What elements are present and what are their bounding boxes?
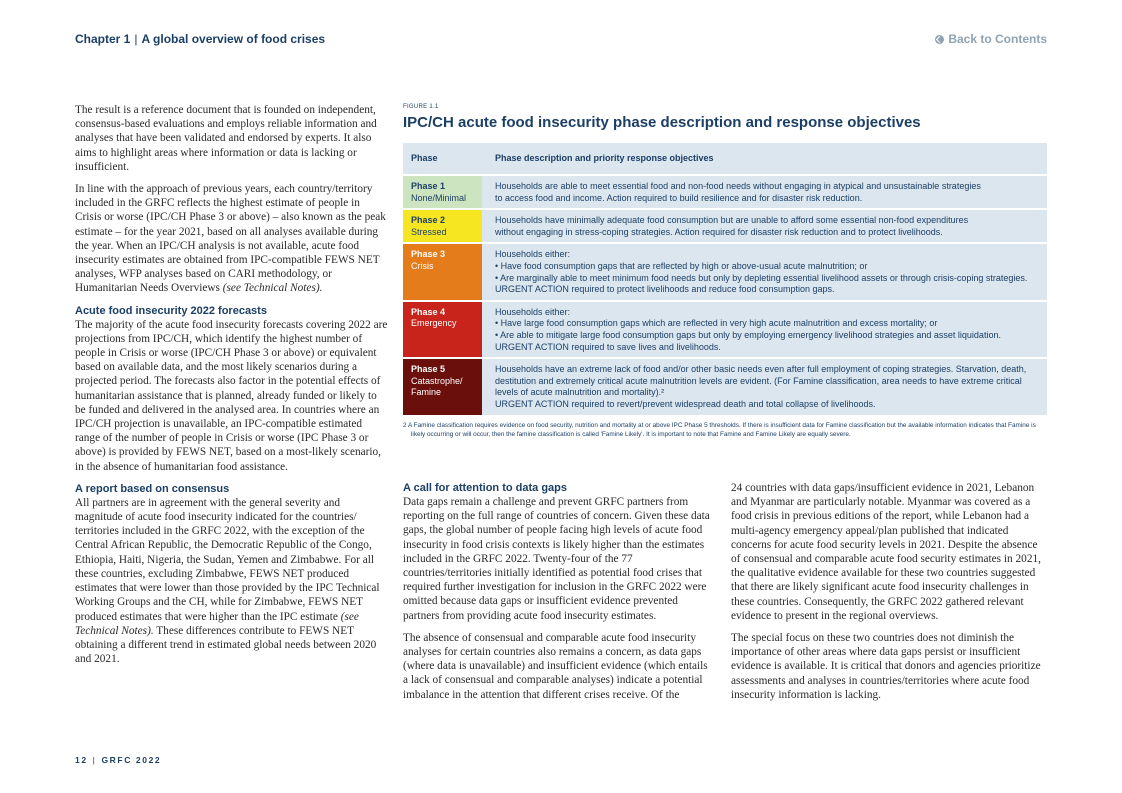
phase-label: Emergency <box>411 318 457 329</box>
phase-name: Phase 2 <box>411 215 446 226</box>
description-line: Households either: <box>495 306 571 317</box>
footer-separator: | <box>92 755 97 765</box>
description-line: to access food and income. Action required to build resilience and for disaster risk reduction. <box>495 192 863 203</box>
phase-label: Catastrophe/ Famine <box>411 375 463 398</box>
page-header <box>75 32 1047 50</box>
description-line: Households have an extreme lack of food and/or other basic needs even after full employment of coping strategies. Starvation, death, destitution and extremely critical acute malnutrition levels are evident. (For Famine classification, area needs to have extreme critical levels of acute malnutrition and mortality).² <box>495 364 1027 398</box>
chapter-separator: | <box>134 32 138 46</box>
phase-description <box>482 301 1047 358</box>
phase-label: Stressed <box>411 226 447 237</box>
technical-notes-ref: (see Technical Notes). <box>222 282 323 295</box>
description-line: without engaging in stress-coping strategies. Action required for disaster risk reduction and to protect livelihoods. <box>495 226 943 237</box>
figure-ipc-phases <box>403 104 1047 439</box>
middle-column <box>403 481 715 710</box>
figure-title: IPC/CH acute food insecurity phase description and response objectives <box>403 114 921 131</box>
section-heading: A report based on consensus <box>75 482 230 495</box>
description-line: • Have food consumption gaps that are reflected by high or above-usual acute malnutrition; or <box>495 260 868 271</box>
table-row <box>403 358 1047 415</box>
paragraph <box>75 496 389 666</box>
phase-description <box>482 243 1047 300</box>
description-line: URGENT ACTION required to protect livelihoods and reduce food consumption gaps. <box>495 284 835 295</box>
table-row <box>403 301 1047 358</box>
paragraph: 24 countries with data gaps/insufficient evidence in 2021, Lebanon and Myanmar are particularly notable. Myanmar was covered as a food crisis in previous editions of the report, while Lebanon had a multi-agency emergency appeal/plan published that indicated concerns for acute food security levels in 2021. Despite the absence of consensual and comparable acute food security estimates in 2021, the qualitative evidence available for these two countries suggested that there are likely significant acute food insecurity challenges in these countries. Consequently, the GRFC 2022 gathered relevant evidence to present in the regional overviews. <box>731 482 1041 622</box>
phase-cell <box>403 301 482 358</box>
table-row <box>403 175 1047 209</box>
phase-label: Crisis <box>411 260 434 271</box>
phase-cell <box>403 209 482 243</box>
back-link-label: Back to Contents <box>948 32 1047 46</box>
paragraph-text: In line with the approach of previous years, each country/territory included in the GRFC reflects the highest estimate of people in Crisis or worse (IPC/CH Phase 3 or above) – also known as the peak estimate – for the year 2021, based on all analyses available during the year. When an IPC/CH analysis is not available, acute food insecurity estimates are obtained from IPC-compatible FEWS NET analyses, WFP analyses based on CARI methodology, or Humanitarian Needs Overviews <box>75 183 386 295</box>
chapter-title: A global overview of food crises <box>141 32 326 46</box>
report-name: GRFC 2022 <box>101 755 162 765</box>
description-line: Households are able to meet essential food and non-food needs without engaging in atypical and unsustainable strategies <box>495 181 981 191</box>
column-header-description: Phase description and priority response objectives <box>482 143 1047 175</box>
phase-table <box>403 143 1047 417</box>
phase-name: Phase 3 <box>411 249 446 260</box>
phase-description <box>482 358 1047 415</box>
paragraph: Data gaps remain a challenge and prevent GRFC partners from reporting on the full range of countries of concern. Given these data gaps, the global number of people facing high levels of acute food insecurity in food crisis contexts is likely higher than the estimates included in the GRFC 2022. Twenty-four of the 77 countries/territories initially identified as potential food crises that required further investigation for inclusion in the GRFC 2022 were omitted because data gaps or insufficient evidence prevented partners from providing acute food insecurity estimates. <box>403 496 710 622</box>
paragraph: The majority of the acute food insecurity forecasts covering 2022 are projections from IPC/CH, which identify the highest number of people in Crisis or worse (IPC/CH Phase 3 or above) or equivalent based on available data, and the most likely scenarios during a projected period. The forecasts also factor in the potential effects of humanitarian assistance that is planned, already funded or likely to be funded and delivered in the analysed area. In countries where an IPC/CH projection is unavailable, an IPC-compatible estimated range of the number of people in Crisis or worse (IPC Phase 3 or above) is provided by FEWS NET, based on a most-likely scenario, in the absence of humanitarian food assistance. <box>75 318 388 473</box>
right-column <box>731 481 1047 710</box>
description-line: • Are able to mitigate large food consumption gaps but only by employing emergency livelihood strategies and asset liquidation. <box>495 329 1001 340</box>
phase-description <box>482 175 1047 209</box>
table-row <box>403 243 1047 300</box>
paragraph <box>75 182 389 296</box>
page-number: 12 <box>75 755 88 765</box>
description-line: Households either: <box>495 249 571 260</box>
paragraph: The result is a reference document that is founded on independent, consensus-based evaluations and employs reliable information and analyses that have been validated and endorsed by experts. It also aims to highlight areas where information or data is lacking or insufficient. <box>75 104 377 173</box>
back-to-contents-link[interactable] <box>935 32 1047 46</box>
column-header-phase: Phase <box>403 143 482 175</box>
chapter-number: Chapter 1 <box>75 32 131 46</box>
technical-notes-ref: (see Technical Notes). <box>75 610 359 637</box>
description-line: Households have minimally adequate food consumption but are unable to afford some essential non-food expenditures <box>495 215 969 226</box>
figure-footnote: 2 A Famine classification requires evidence on food security, nutrition and mortality at or above IPC Phase 5 thresholds. If there is insufficient data for Famine classification but the available information indicates that Famine is likely occurring or will occur, then the famine classification is called 'Famine Likely'. It is important to note that Famine and Famine Likely are equally severe. <box>403 421 1036 438</box>
description-line: URGENT ACTION required to save lives and livelihoods. <box>495 341 721 352</box>
table-row <box>403 209 1047 243</box>
phase-name: Phase 4 <box>411 306 446 317</box>
phase-name: Phase 1 <box>411 181 446 191</box>
paragraph: The special focus on these two countries does not diminish the importance of other areas where data gaps persist or insufficient evidence is available. It is critical that donors and agencies prioritize assessments and analyses in countries/territories where acute food insecurity information is lacking. <box>731 632 1041 701</box>
section-heading: A call for attention to data gaps <box>403 482 567 494</box>
description-line: • Are marginally able to meet minimum food needs but only by depleting essential livelihood assets or through crisis-coping strategies. <box>495 272 1028 283</box>
description-line: • Have large food consumption gaps which are reflected in very high acute malnutrition and excess mortality; or <box>495 318 938 329</box>
description-line: URGENT ACTION required to revert/prevent widespread death and total collapse of livelihoods. <box>495 398 876 409</box>
table-header-row <box>403 143 1047 175</box>
section-heading: Acute food insecurity 2022 forecasts <box>75 304 267 317</box>
phase-name: Phase 5 <box>411 364 446 375</box>
phase-cell <box>403 175 482 209</box>
page-footer <box>75 755 161 765</box>
paragraph-text: These differences contribute to FEWS NET obtaining a different trend in estimated global needs between 2020 and 2021. <box>75 624 377 666</box>
chapter-heading <box>75 32 325 46</box>
paragraph: The absence of consensual and comparable acute food insecurity analyses for certain countries also remains a concern, as data gaps (where data is unavailable) and insufficient evidence (which entails a lack of consensual and comparable analyses) indicate a potential imbalance in the attention that different crises receive. Of the <box>403 631 708 701</box>
figure-label: FIGURE 1.1 <box>403 104 439 110</box>
phase-description <box>482 209 1047 243</box>
left-column <box>75 103 389 674</box>
phase-cell <box>403 243 482 300</box>
phase-cell <box>403 358 482 415</box>
phase-label: None/Minimal <box>411 192 467 203</box>
paragraph-text: All partners are in agreement with the general severity and magnitude of acute food insecurity indicated for the countries/ territories included in the GRFC 2022, with the exception of the Central African Republic, the Democratic Republic of the Congo, Ethiopia, Haiti, Nigeria, the Sudan, Yemen and Zimbabwe. For all these countries, excluding Zimbabwe, FEWS NET produced estimates that were lower than those provided by the IPC Technical Working Groups and the CH, while for Zimbabwe, FEWS NET produced estimates that were higher than the IPC estimate <box>75 496 380 623</box>
back-arrow-icon <box>935 35 944 44</box>
